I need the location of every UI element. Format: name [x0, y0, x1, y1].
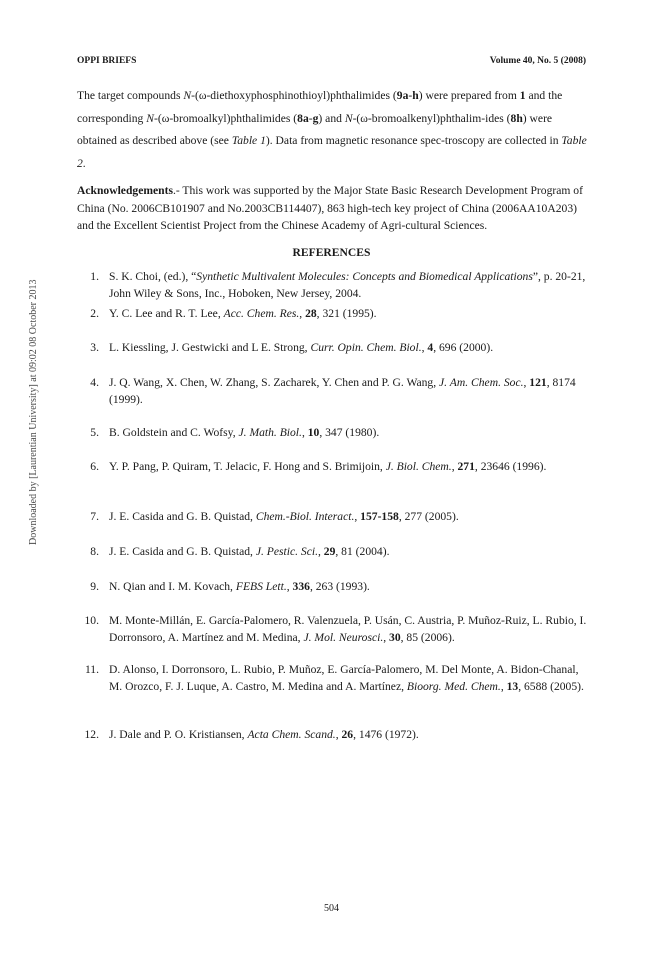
reference-citation — [109, 612, 587, 646]
reference-text-segment: , 277 (2005). — [398, 510, 459, 523]
reference-text-segment: , 321 (1995). — [316, 307, 377, 320]
reference-text-segment: M. Monte-Millán, E. García-Palomero, R. Valenzuela, P. Usán, C. Austria, P. Muñoz-Ruiz, L. Rubio, I. Dorronsoro, A. Martínez and M. Medina, — [109, 614, 587, 644]
reference-number: 12. — [84, 728, 99, 741]
reference-text-segment: L. Kiessling, J. Gestwicki and L E. Strong, — [109, 341, 311, 354]
intro-text-segment: 1 — [519, 89, 526, 102]
reference-text-segment: J. Am. Chem. Soc. — [439, 376, 524, 389]
reference-text-segment: FEBS Lett. — [235, 580, 287, 593]
reference-text-segment: Y. C. Lee and R. T. Lee, — [109, 307, 224, 320]
reference-text-segment: , 347 (1980). — [319, 426, 380, 439]
journal-section-title: OPPI BRIEFS — [77, 56, 137, 66]
reference-text-segment: 271 — [457, 460, 475, 473]
reference-citation — [109, 268, 587, 302]
intro-text-segment: ). Data from magnetic resonance spec-troscopy are collected in — [265, 134, 562, 147]
intro-text-segment: -(ω-bromoalkenyl)phthalim-ides ( — [352, 111, 511, 125]
reference-text-segment: , 263 (1993). — [309, 580, 370, 593]
reference-text-segment: , 23646 (1996). — [474, 460, 547, 473]
reference-text-segment: , — [523, 376, 530, 389]
intro-text-segment: . — [82, 156, 86, 170]
reference-text-segment: Y. P. Pang, P. Quiram, T. Jelacic, F. Hong and S. Brimijoin, — [109, 460, 386, 473]
reference-text-segment: , 81 (2004). — [335, 545, 390, 558]
reference-citation — [109, 339, 587, 356]
intro-text-segment: ) were obtained as described above (see — [77, 111, 553, 147]
reference-text-segment: , 696 (2000). — [433, 341, 494, 354]
reference-citation — [109, 305, 587, 322]
reference-text-segment: 4 — [427, 341, 434, 354]
intro-text-segment: - — [408, 89, 413, 102]
reference-text-segment: D. Alonso, I. Dorronsoro, L. Rubio, P. Muñoz, E. García-Palomero, M. Del Monte, A. Bidon-Chanal, M. Orozco, F. J. Luque, A. Castro, M. Medina and A. Martínez, — [109, 663, 579, 693]
reference-text-segment: J. E. Casida and G. B. Quistad, — [109, 510, 256, 523]
reference-text-segment: , 85 (2006). — [400, 631, 455, 644]
reference-text-segment: 10 — [307, 426, 320, 439]
reference-text-segment: 29 — [323, 545, 336, 558]
reference-text-segment: Acc. Chem. Res. — [223, 307, 300, 320]
reference-number: 3. — [90, 341, 99, 354]
intro-text-segment: - — [308, 111, 313, 125]
reference-text-segment: , — [335, 728, 342, 741]
intro-text-segment: ) and — [318, 111, 345, 125]
reference-text-segment: , — [383, 631, 390, 644]
reference-text-segment: Chem.-Biol. Interact. — [255, 510, 355, 523]
reference-citation — [109, 543, 587, 560]
reference-number: 1. — [90, 270, 99, 283]
reference-number: 8. — [90, 545, 99, 558]
reference-text-segment: Curr. Opin. Chem. Biol. — [310, 341, 422, 354]
reference-text-segment: J. E. Casida and G. B. Quistad, — [109, 545, 256, 558]
reference-text-segment: 26 — [341, 728, 354, 741]
reference-text-segment: , 8174 (1999). — [109, 376, 576, 406]
volume-issue: Volume 40, No. 5 (2008) — [489, 56, 586, 66]
reference-text-segment: J. Dale and P. O. Kristiansen, — [109, 728, 248, 741]
intro-text-segment: N — [344, 111, 353, 125]
reference-text-segment: ”, p. 20-21, John Wiley & Sons, Inc., Hoboken, New Jersey, 2004. — [109, 270, 586, 300]
intro-text-segment: and the corresponding — [77, 89, 563, 125]
reference-text-segment: J. Q. Wang, X. Chen, W. Zhang, S. Zacharek, Y. Chen and P. G. Wang, — [109, 376, 440, 389]
reference-text-segment: , — [451, 460, 458, 473]
page-number: 504 — [324, 903, 339, 914]
reference-text-segment: , — [301, 426, 308, 439]
intro-text-segment: -(ω-bromoalkyl)phthalimides ( — [153, 111, 298, 125]
reference-text-segment: 28 — [305, 307, 317, 320]
intro-text-segment: Table 2 — [77, 134, 587, 170]
intro-text-segment: The target compounds — [77, 89, 184, 102]
reference-citation — [109, 374, 587, 408]
download-watermark-text: Downloaded by [Laurentian University] at 09:02 08 October 2013 — [28, 279, 39, 545]
intro-text-segment: N — [146, 111, 154, 125]
intro-text-segment: ) were prepared from — [418, 89, 520, 102]
reference-text-segment: J. Biol. Chem. — [385, 460, 452, 473]
reference-number: 4. — [90, 376, 99, 389]
reference-text-segment: 336 — [292, 580, 310, 593]
reference-number: 6. — [90, 460, 99, 473]
reference-text-segment: J. Math. Biol. — [238, 426, 302, 439]
reference-citation — [109, 661, 587, 695]
reference-text-segment: S. K. Choi, (ed.), “ — [109, 270, 197, 283]
intro-text-segment: 8a — [297, 111, 309, 125]
reference-citation — [109, 578, 587, 595]
reference-text-segment: B. Goldstein and C. Wofsy, — [109, 426, 239, 439]
intro-text-segment: g — [312, 111, 319, 125]
reference-number: 11. — [84, 663, 99, 676]
reference-text-segment: , — [500, 680, 507, 693]
reference-citation — [109, 458, 587, 475]
download-watermark — [20, 0, 39, 967]
running-header — [77, 56, 586, 70]
reference-citation — [109, 726, 587, 743]
reference-number: 7. — [90, 510, 99, 523]
reference-citation — [109, 424, 587, 441]
intro-text-segment: -(ω-diethoxyphosphinothioyl)phthalimides ( — [191, 89, 397, 102]
reference-text-segment: , — [354, 510, 361, 523]
reference-text-segment: 121 — [529, 376, 547, 389]
reference-text-segment: N. Qian and I. M. Kovach, — [109, 580, 236, 593]
reference-text-segment: , — [421, 341, 428, 354]
reference-citation — [109, 508, 587, 525]
reference-text-segment: 157-158 — [360, 510, 399, 523]
reference-text-segment: Bioorg. Med. Chem. — [406, 680, 501, 693]
reference-text-segment: , — [317, 545, 324, 558]
reference-number: 2. — [90, 307, 99, 320]
reference-text-segment: , — [299, 307, 306, 320]
reference-text-segment: Acta Chem. Scand. — [247, 728, 336, 741]
acknowledgements-label: Acknowledgements — [77, 184, 173, 197]
reference-text-segment: J. Pestic. Sci. — [255, 545, 318, 558]
intro-text-segment: N — [183, 89, 192, 102]
acknowledgements-text: .- This work was supported by the Major State Basic Research Development Program of China (No. 2006CB101907 and No.2003CB114407), 863 high-tech key project of China (2006AA10A203) and the Excellent Scientist Project from the Chinese Academy of Agri-cultural Sciences. — [77, 184, 583, 232]
references-heading: REFERENCES — [292, 246, 371, 259]
reference-number: 9. — [90, 580, 99, 593]
reference-number: 10. — [84, 614, 99, 627]
reference-text-segment: 13 — [506, 680, 519, 693]
intro-text-segment: h — [412, 89, 419, 102]
acknowledgements-paragraph — [77, 182, 587, 235]
intro-text-segment: Table 1 — [231, 134, 266, 147]
reference-text-segment: , — [286, 580, 293, 593]
intro-paragraph — [77, 85, 587, 175]
reference-text-segment: 30 — [389, 631, 401, 644]
reference-text-segment: , 6588 (2005). — [518, 680, 584, 693]
reference-text-segment: J. Mol. Neurosci. — [303, 631, 384, 644]
intro-text-segment: 9a — [396, 89, 409, 102]
reference-number: 5. — [90, 426, 99, 439]
intro-text-segment: 8h — [510, 111, 523, 125]
reference-text-segment: Synthetic Multivalent Molecules: Concepts and Biomedical Applications — [196, 270, 533, 283]
reference-text-segment: , 1476 (1972). — [353, 728, 419, 741]
